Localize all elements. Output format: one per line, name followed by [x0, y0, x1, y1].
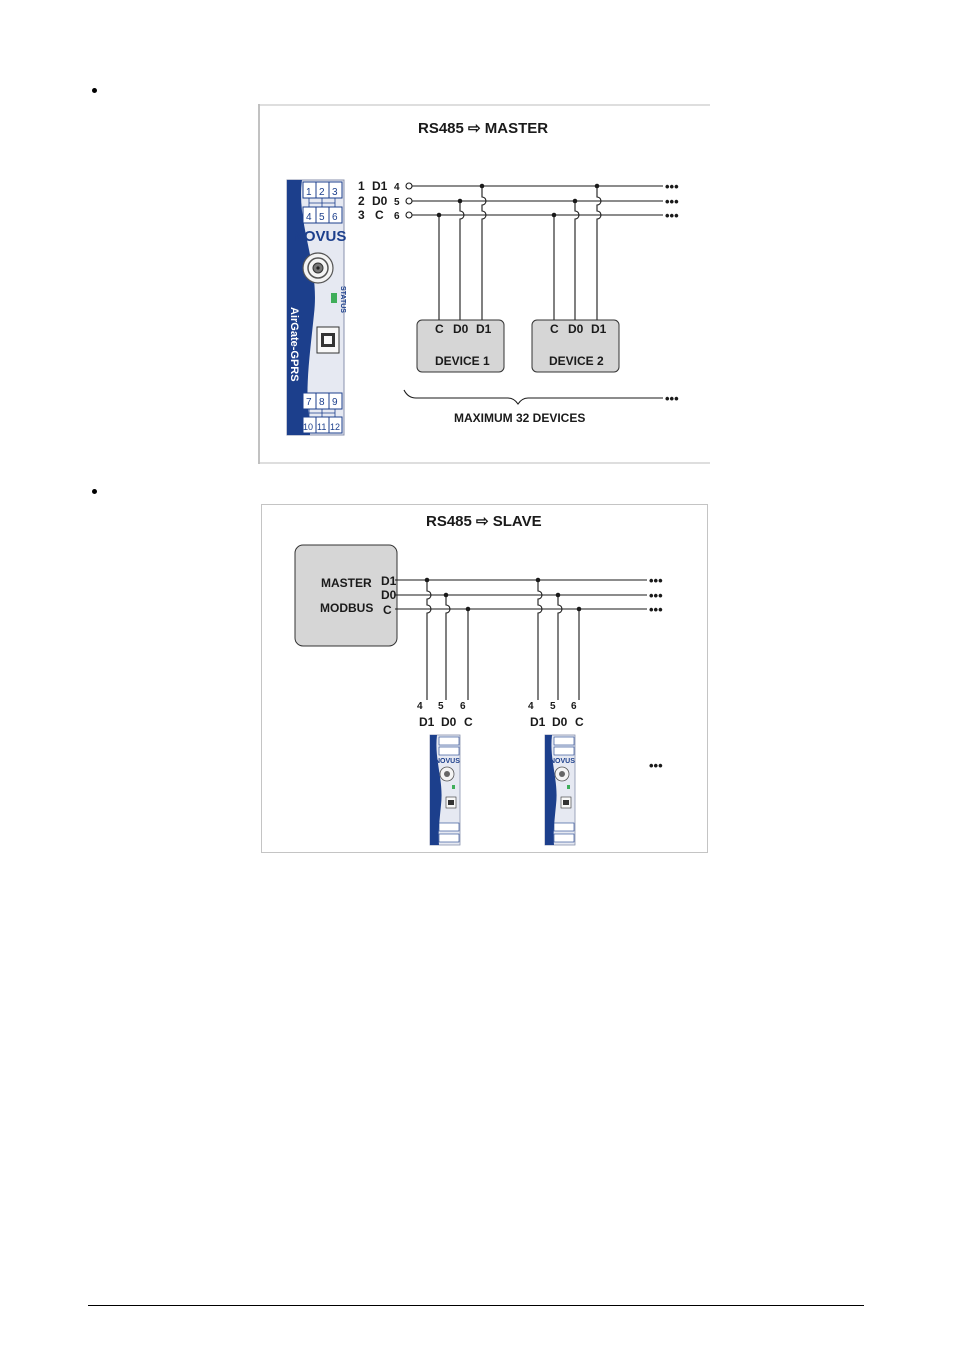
node2-pin-num-5: 5 — [550, 701, 556, 712]
footer-rule — [88, 1305, 864, 1306]
device1-pin-d1: D1 — [476, 322, 492, 336]
device1-pin-d0: D0 — [453, 322, 469, 336]
device2-pin-d0: D0 — [568, 322, 584, 336]
node1-pin-num-6: 6 — [460, 701, 466, 712]
slave-diagram — [261, 504, 708, 853]
max-devices-label: MAXIMUM 32 DEVICES — [454, 411, 586, 425]
device1-name: DEVICE 1 — [435, 354, 490, 368]
node1-pin-c: C — [464, 715, 473, 729]
status-led — [331, 293, 337, 303]
row2-continuation: ••• — [665, 194, 679, 209]
node2-brand: NOVUS — [550, 758, 575, 765]
bullet-master — [92, 88, 97, 93]
master-title: RS485 ⇨ MASTER — [418, 120, 549, 137]
device-2 — [532, 320, 619, 372]
bus-wires — [406, 183, 663, 320]
node2-pin-num-4: 4 — [528, 701, 534, 712]
row3-signal: C — [375, 208, 384, 222]
master-figure — [258, 104, 710, 464]
device-count-brace — [404, 390, 679, 425]
gw-term-6: 6 — [332, 212, 338, 223]
node1-pin-num-4: 4 — [417, 701, 423, 712]
node1-pin-d1: D1 — [419, 715, 435, 729]
slave-figure — [261, 504, 708, 853]
usb-port-icon — [317, 327, 339, 353]
slave-row3-continuation: ••• — [649, 602, 663, 617]
device2-pin-c: C — [550, 322, 559, 336]
slave-row2-continuation: ••• — [649, 588, 663, 603]
bus-label-d0: D0 — [381, 588, 397, 602]
node2-pin-d1: D1 — [530, 715, 546, 729]
row3-left-num: 3 — [358, 208, 365, 222]
row3-right-num: 6 — [394, 211, 400, 222]
status-label: STATUS — [339, 286, 346, 313]
gw-term-2: 2 — [319, 187, 325, 198]
antenna-connector-icon — [303, 253, 333, 283]
slave-node-2 — [545, 735, 575, 845]
gw-term-11: 11 — [317, 422, 327, 432]
slave-row1-continuation: ••• — [649, 573, 663, 588]
gw-term-5: 5 — [319, 212, 325, 223]
row2-left-num: 2 — [358, 194, 365, 208]
node2-pin-num-6: 6 — [571, 701, 577, 712]
master-modbus-box — [295, 545, 397, 646]
gw-term-12: 12 — [330, 422, 341, 432]
device2-pin-d1: D1 — [591, 322, 607, 336]
brace-continuation: ••• — [665, 391, 679, 406]
node2-pin-labels — [528, 701, 584, 729]
node1-pin-num-5: 5 — [438, 701, 444, 712]
row1-signal: D1 — [372, 179, 388, 193]
nodes-continuation: ••• — [649, 758, 663, 773]
master-box-line2: MODBUS — [320, 601, 374, 615]
gw-term-1: 1 — [306, 187, 312, 198]
row3-continuation: ••• — [665, 208, 679, 223]
gw-term-9: 9 — [332, 397, 338, 408]
row1-left-num: 1 — [358, 179, 365, 193]
gw-term-7: 7 — [306, 397, 312, 408]
slave-node-1 — [430, 735, 460, 845]
slave-title: RS485 ⇨ SLAVE — [426, 513, 542, 530]
row2-right-num: 5 — [394, 197, 400, 208]
gateway-brand: NOVUS — [293, 228, 347, 245]
gateway-module — [287, 180, 346, 435]
gw-term-8: 8 — [319, 397, 325, 408]
gateway-model: AirGate-GPRS — [288, 307, 300, 382]
gw-term-3: 3 — [332, 187, 338, 198]
row1-continuation: ••• — [665, 179, 679, 194]
terminal-labels — [358, 179, 400, 222]
row2-signal: D0 — [372, 194, 388, 208]
node1-pin-labels — [417, 701, 473, 729]
node1-brand: NOVUS — [435, 758, 460, 765]
gw-term-10: 10 — [303, 422, 314, 432]
node2-pin-c: C — [575, 715, 584, 729]
node2-pin-d0: D0 — [552, 715, 568, 729]
master-diagram — [258, 104, 710, 464]
device1-pin-c: C — [435, 322, 444, 336]
bullet-slave — [92, 489, 97, 494]
row1-right-num: 4 — [394, 182, 400, 193]
bus-label-c: C — [383, 603, 392, 617]
node1-pin-d0: D0 — [441, 715, 457, 729]
slave-bus-wires — [395, 578, 647, 700]
gw-term-4: 4 — [306, 212, 312, 223]
bus-label-d1: D1 — [381, 574, 397, 588]
master-box-line1: MASTER — [321, 576, 372, 590]
device-1 — [417, 320, 504, 372]
device2-name: DEVICE 2 — [549, 354, 604, 368]
